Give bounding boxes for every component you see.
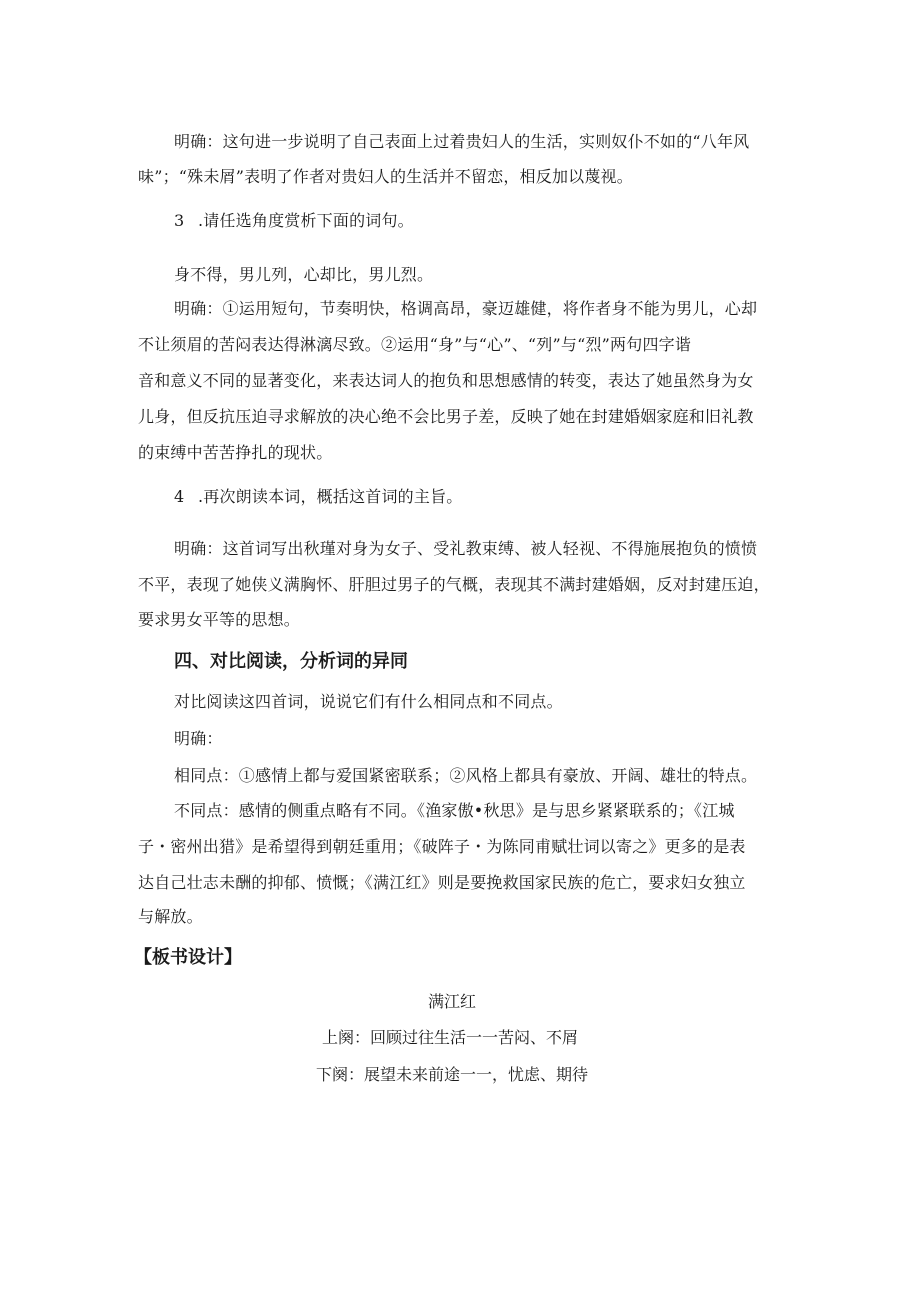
- theme-line-2: 不平，表现了她侠义满胸怀、肝胆过男子的气概，表现其不满封建婚姻，反对封建压迫，: [138, 575, 770, 594]
- board-lower-stanza: 下阕：展望未来前途一一，忧虑、期待: [316, 1065, 589, 1084]
- question-4-text: .再次朗读本词，概括这首词的主旨。: [198, 487, 463, 506]
- quoted-lines: 身不得，男儿列，心却比，男儿烈。: [174, 265, 434, 284]
- analysis-line-3: 音和意义不同的显著变化，来表达词人的抱负和思想感情的转变，表达了她虽然身为女: [138, 371, 754, 390]
- theme-line-3: 要求男女平等的思想。: [138, 610, 301, 629]
- answer-3-line-2: 味”；“殊未屑”表明了作者对贵妇人的生活并不留恋，相反加以蔑视。: [138, 167, 633, 186]
- board-poem-title: 满江红: [428, 992, 477, 1011]
- compare-diff-line-3: 达自己壮志未酬的抑郁、愤慨；《满江红》则是要挽救国家民族的危亡，要求妇女独立: [138, 873, 746, 892]
- board-design-title: 【板书设计】: [134, 947, 242, 968]
- compare-diff-line-2: 子・密州出猎》是希望得到朝廷重用；《破阵子・为陈同甫赋壮词以寄之》更多的是表: [138, 837, 746, 856]
- compare-intro: 对比阅读这四首词，说说它们有什么相同点和不同点。: [174, 692, 563, 711]
- analysis-line-1: 明确：①运用短句，节奏明快，格调高昂，豪迈雄健，将作者身不能为男儿，心却: [174, 299, 758, 318]
- section-heading-4: 四、对比阅读，分析词的异同: [174, 651, 408, 672]
- analysis-line-4: 儿身，但反抗压迫寻求解放的决心绝不会比男子差，反映了她在封建婚姻家庭和旧礼教: [138, 407, 754, 426]
- analysis-line-2: 不让须眉的苦闷表达得淋漓尽致。②运用“身”与“心”、“列”与“烈”两句四字谐: [138, 335, 692, 354]
- analysis-line-5: 的束缚中苦苦挣扎的现状。: [138, 443, 333, 462]
- theme-line-1: 明确：这首词写出秋瑾对身为女子、受礼教束缚、被人轻视、不得施展抱负的愤愤: [174, 539, 758, 558]
- compare-mingque: 明确：: [174, 729, 223, 748]
- compare-diff-line-1: 不同点：感情的侧重点略有不同。《渔家傲•秋思》是与思乡紧紧联系的；《江城: [174, 801, 735, 820]
- board-upper-stanza: 上阕：回顾过往生活一一苦闷、不屑: [322, 1028, 579, 1047]
- answer-3-line-1: 明确：这句进一步说明了自己表面上过着贵妇人的生活，实则奴仆不如的“八年风: [174, 132, 750, 151]
- question-3-number: 3: [174, 211, 185, 230]
- compare-same: 相同点：①感情上都与爱国紧密联系；②风格上都具有豪放、开阔、雄壮的特点。: [174, 766, 758, 785]
- compare-diff-line-4: 与解放。: [138, 907, 203, 926]
- question-3-text: .请任选角度赏析下面的词句。: [198, 211, 414, 230]
- question-4-number: 4: [174, 487, 185, 506]
